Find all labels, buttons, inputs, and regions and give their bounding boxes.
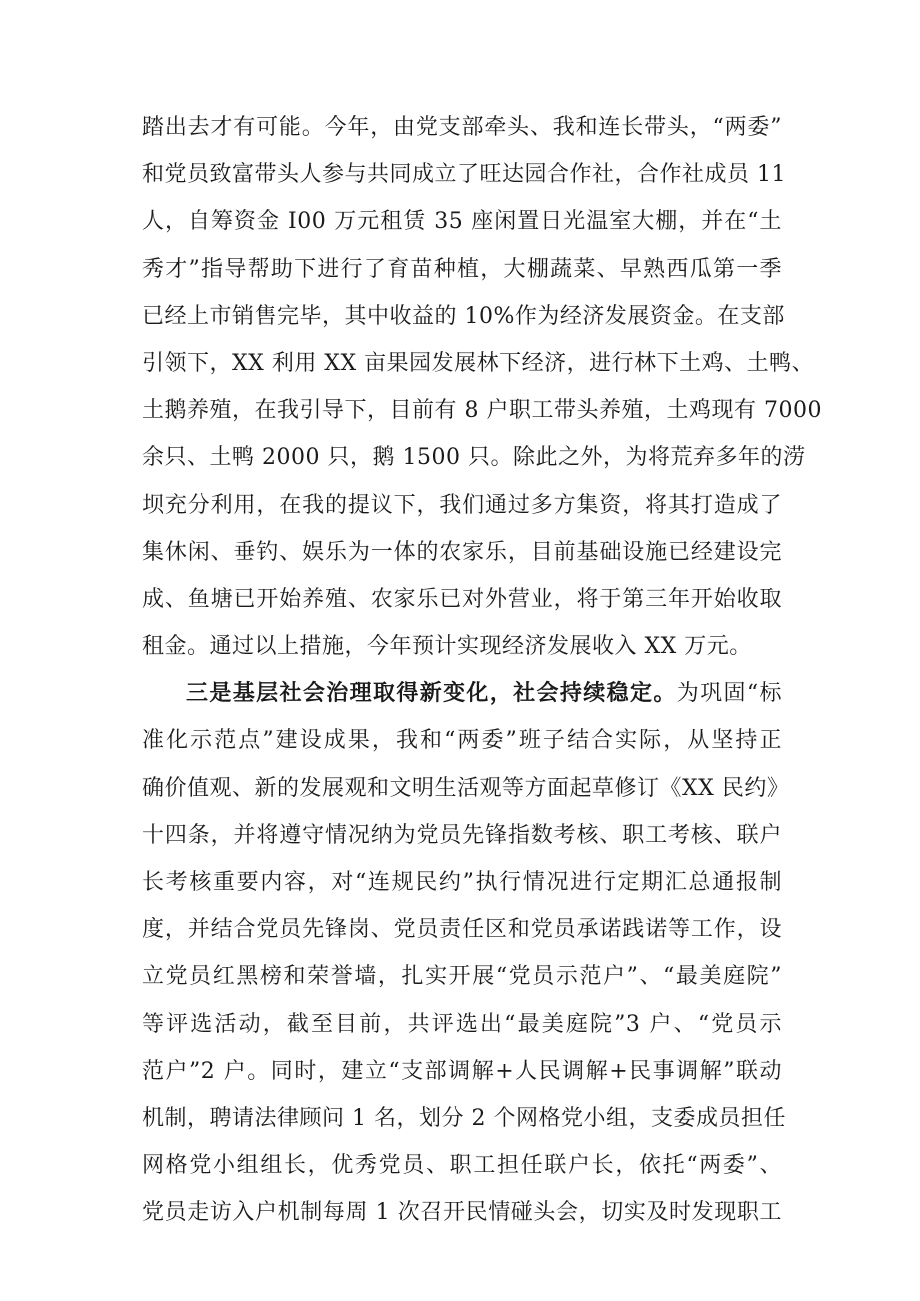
- text-fragment: 为巩固“标: [676, 681, 782, 707]
- text-line: 引领下，XX 利用 XX 亩果园发展林下经济，进行林下土鸡、土鸭、: [142, 350, 815, 376]
- text-line: 成、鱼塘已开始养殖、农家乐已对外营业，将于第三年开始收取: [142, 586, 782, 612]
- text-line: 准化示范点”建设成果，我和“两委”班子结合实际，从坚持正: [142, 728, 782, 754]
- paragraph-first-line: [142, 670, 782, 717]
- text-line: 人，自筹资金 I00 万元租赁 35 座闲置日光温室大棚，并在“土: [142, 209, 782, 235]
- text-line: 党员走访入户机制每周 1 次召开民情碰头会，切实及时发现职工: [142, 1200, 782, 1226]
- text-line: 坝充分利用，在我的提议下，我们通过多方集资，将其打造成了: [142, 492, 782, 518]
- text-line: 十四条，并将遵守情况纳为党员先锋指数考核、职工考核、联户: [142, 822, 782, 848]
- paragraph-social-governance: [142, 670, 790, 1236]
- text-line: 范户”2 户。同时，建立“支部调解+人民调解+民事调解”联动: [142, 1058, 782, 1084]
- text-line: 长考核重要内容，对“连规民约”执行情况进行定期汇总通报制: [142, 870, 782, 895]
- document-body: [142, 104, 822, 1237]
- text-line: 机制，聘请法律顾问 1 名，划分 2 个网格党小组，支委成员担任: [142, 1105, 786, 1131]
- text-line: 立党员红黑榜和荣誉墙，扎实开展“党员示范户”、“最美庭院”: [142, 964, 782, 990]
- text-line: 余只、土鸭 2000 只，鹅 1500 只。除此之外，为将荒弃多年的涝: [142, 445, 806, 471]
- text-line: 网格党小组组长，优秀党员、职工担任联户长，依托“两委”、: [142, 1153, 782, 1179]
- text-line: 踏出去才有可能。今年，由党支部牵头、我和连长带头，“两委”: [142, 115, 782, 140]
- section-heading: 三是基层社会治理取得新变化，社会持续稳定。: [186, 680, 677, 707]
- text-line: 土鹅养殖，在我引导下，目前有 8 户职工带头养殖，土鸡现有 7000: [142, 398, 822, 424]
- text-line: 秀才”指导帮助下进行了育苗种植，大棚蔬菜、早熟西瓜第一季: [142, 256, 782, 282]
- text-line: 集休闲、垂钓、娱乐为一体的农家乐，目前基础设施已经建设完: [142, 539, 782, 565]
- text-line: 租金。通过以上措施，今年预计实现经济发展收入 XX 万元。: [142, 634, 752, 660]
- paragraph-economic-development: [142, 104, 822, 670]
- text-line: 度，并结合党员先锋岗、党员责任区和党员承诺践诺等工作，设: [142, 917, 782, 943]
- text-line: 确价值观、新的发展观和文明生活观等方面起草修订《XX 民约》: [142, 775, 790, 801]
- text-line: 已经上市销售完毕，其中收益的 10%作为经济发展资金。在支部: [142, 303, 785, 329]
- text-line: 等评选活动，截至目前，共评选出“最美庭院”3 户、“党员示: [142, 1011, 782, 1037]
- text-line: 和党员致富带头人参与共同成立了旺达园合作社，合作社成员 11: [142, 162, 786, 188]
